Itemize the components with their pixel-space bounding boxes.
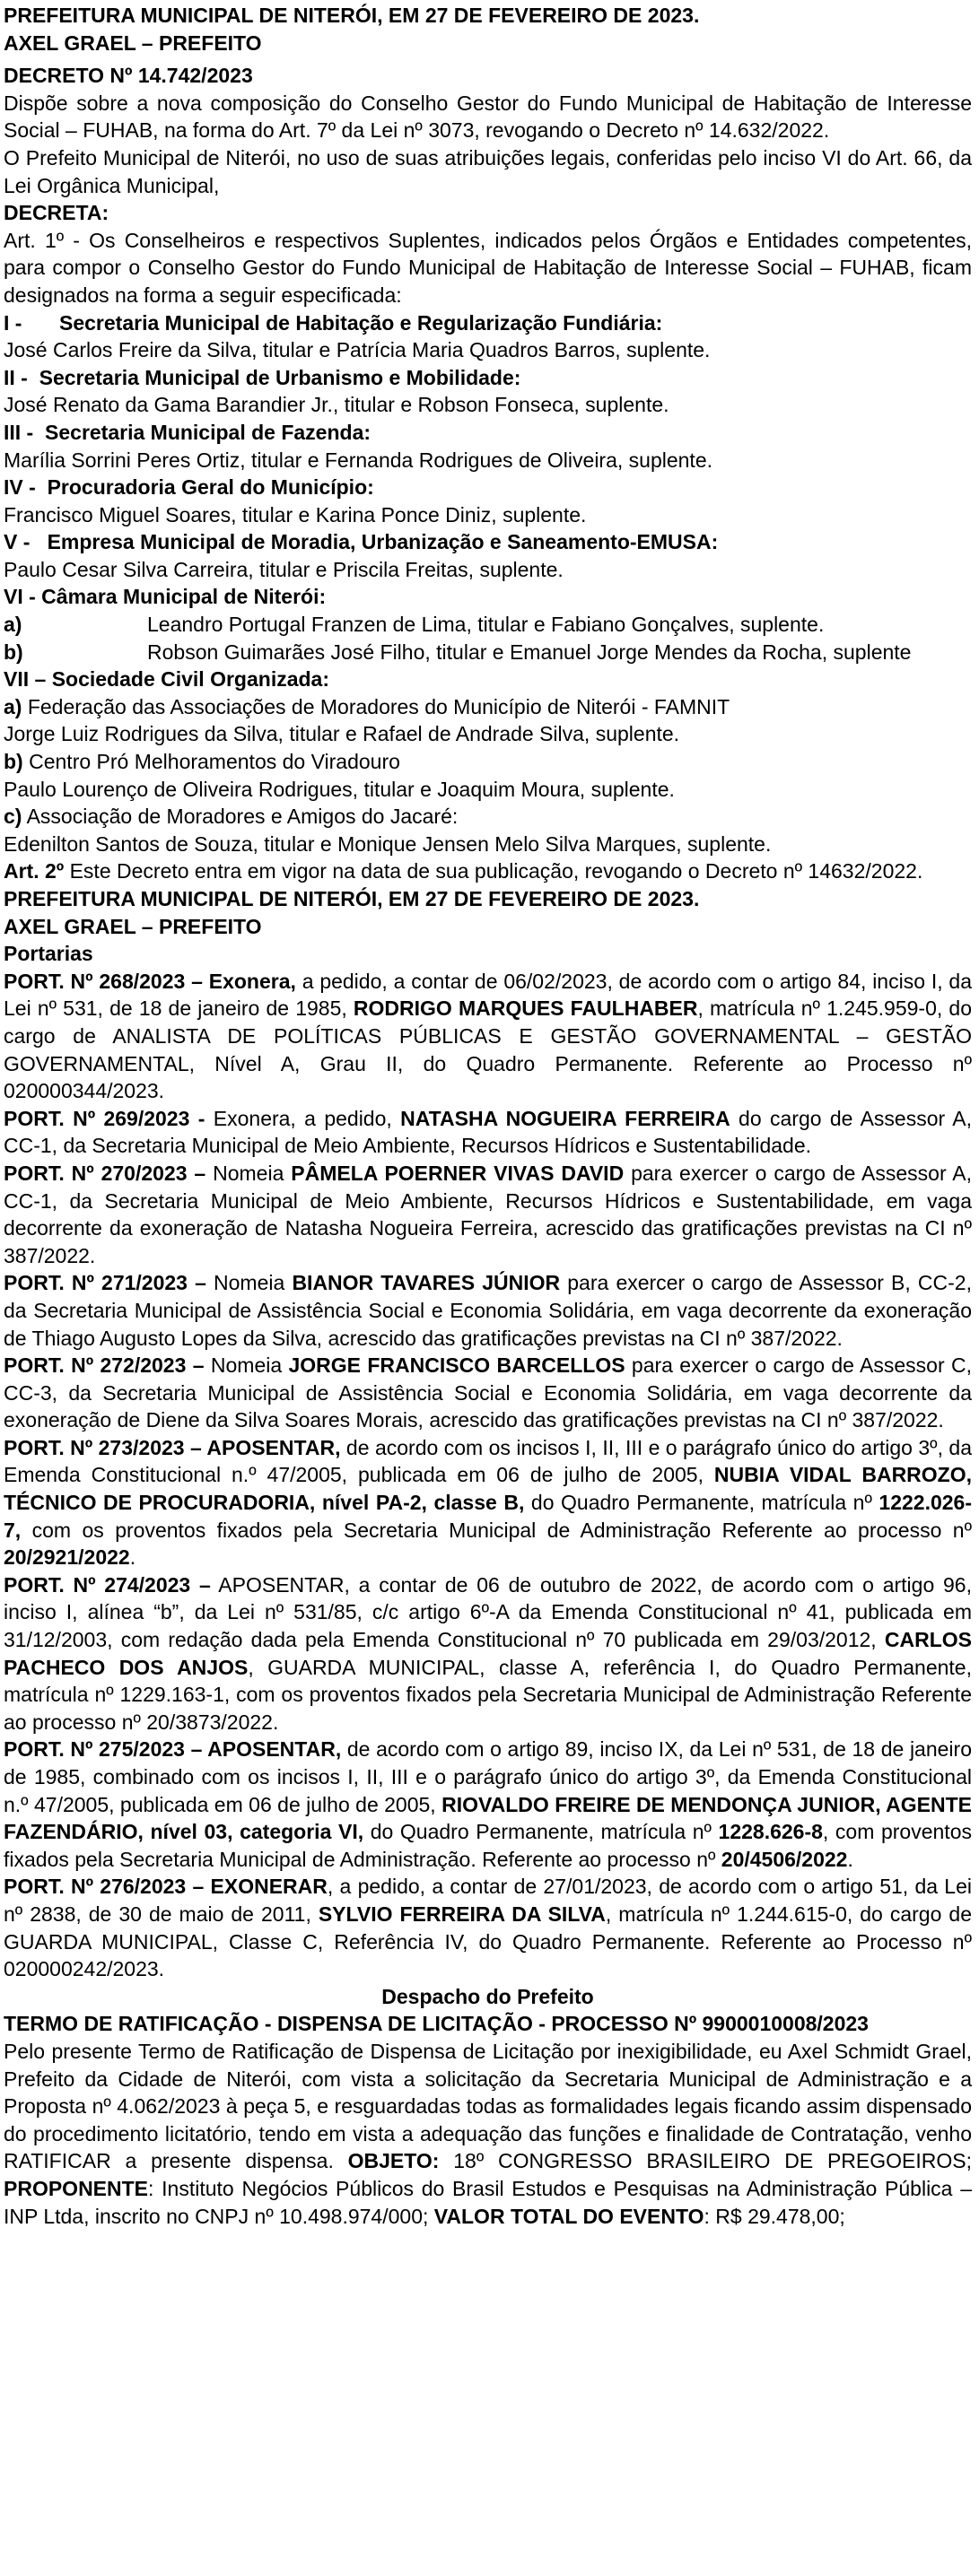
- council-members-7c: Edenilton Santos de Souza, titular e Monique Jensen Melo Silva Marques, suplente.: [4, 831, 772, 856]
- despacho-title: Despacho do Prefeito: [381, 1984, 594, 2008]
- council-item-6b: b) Robson Guimarães José Filho, titular e Emanuel Jorge Mendes da Rocha, suplente: [4, 640, 912, 664]
- council-members-7b: Paulo Lourenço de Oliveira Rodrigues, titular e Joaquim Moura, suplente.: [4, 777, 675, 801]
- termo-ratificacao-title: TERMO DE RATIFICAÇÃO - DISPENSA DE LICITAÇÃO - PROCESSO Nº 9900010008/2023: [4, 2012, 869, 2036]
- council-members-3: Marília Sorrini Peres Ortiz, titular e Fernanda Rodrigues de Oliveira, suplente.: [4, 448, 713, 472]
- council-members-4: Francisco Miguel Soares, titular e Karina Ponce Diniz, suplente.: [4, 502, 587, 527]
- termo-ratificacao-body: Pelo presente Termo de Ratificação de Dispensa de Licitação por inexigibilidade, eu Axel Schmidt Grael, Prefeito da Cidade de Niterói, com vista a solicitação da Secretaria Municipal de Administração e a Proposta nº 4.062/2023 à peça 5, e resguardadas todas as formalidades legais ficando assim dispensado do procedimento licitatório, tendo em vista a adequação das funções e finalidade de Contratação, venho RATIFICAR a presente dispensa. OBJETO: 18º CONGRESSO BRASILEIRO DE PREGOEIROS; PROPONENTE: Instituto Negócios Públicos do Brasil Estudos e Pesquisas na Administração Pública – INP Ltda, inscrito no CNPJ nº 10.498.974/000; VALOR TOTAL DO EVENTO: R$ 29.478,00;: [4, 2039, 972, 2228]
- council-item-7c: c) Associação de Moradores e Amigos do Jacaré:: [4, 805, 459, 829]
- decree-number: DECRETO Nº 14.742/2023: [4, 64, 253, 88]
- mayor-signature-2: AXEL GRAEL – PREFEITO: [4, 914, 262, 938]
- council-item-2: II - Secretaria Municipal de Urbanismo e Mobilidade:: [4, 365, 521, 389]
- header-title: PREFEITURA MUNICIPAL DE NITERÓI, EM 27 DE FEVEREIRO DE 2023.: [4, 4, 700, 27]
- portaria-276: PORT. Nº 276/2023 – EXONERAR, a pedido, a contar de 27/01/2023, de acordo com o artigo 51, da Lei nº 2838, de 30 de maio de 2011, SYLVIO FERREIRA DA SILVA, matrícula nº 1.244.615-0, do cargo de GUARDA MUNICIPAL, Classe C, Referência IV, do Quadro Permanente. Referente ao Processo nº 020000242/2023.: [4, 1875, 972, 1981]
- council-item-4: IV - Procuradoria Geral do Município:: [4, 475, 374, 500]
- decree-art1: Art. 1º - Os Conselheiros e respectivos Suplentes, indicados pelos Órgãos e Entidades competentes, para compor o Conselho Gestor do Fundo Municipal de Habitação de Interesse Social – FUHAB, ficam designados na forma a seguir especificada:: [4, 228, 972, 307]
- header-title-2: PREFEITURA MUNICIPAL DE NITERÓI, EM 27 DE FEVEREIRO DE 2023.: [4, 887, 700, 910]
- portaria-272: PORT. Nº 272/2023 – Nomeia JORGE FRANCISCO BARCELLOS para exercer o cargo de Assessor C, CC-3, da Secretaria Municipal de Assistência Social e Economia Solidária, em vaga decorrente da exoneração de Diene da Silva Soares Morais, acrescido das gratificações previstas na CI nº 387/2022.: [4, 1353, 972, 1432]
- portaria-274: PORT. Nº 274/2023 – APOSENTAR, a contar de 06 de outubro de 2022, de acordo com o artigo 96, inciso I, alínea “b”, da Lei nº 531/85, c/c artigo 6º-A da Emenda Constitucional nº 41, publicada em 31/12/2003, com redação dada pela Emenda Constitucional nº 70 publicada em 29/03/2012, CARLOS PACHECO DOS ANJOS, GUARDA MUNICIPAL, classe A, referência I, do Quadro Permanente, matrícula nº 1229.163-1, com os proventos fixados pela Secretaria Municipal de Administração Referente ao processo nº 20/3873/2022.: [4, 1572, 972, 1734]
- council-item-7b: b) Centro Pró Melhoramentos do Viradouro: [4, 750, 400, 774]
- council-members-5: Paulo Cesar Silva Carreira, titular e Priscila Freitas, suplente.: [4, 557, 564, 581]
- council-item-7: VII – Sociedade Civil Organizada:: [4, 667, 330, 692]
- decree-summary: Dispõe sobre a nova composição do Conselho Gestor do Fundo Municipal de Habitação de Interesse Social – FUHAB, na forma do Art. 7º da Lei nº 3073, revogando o Decreto nº 14.632/2022.: [4, 91, 972, 143]
- council-members-7a: Jorge Luiz Rodrigues da Silva, titular e Rafael de Andrade Silva, suplente.: [4, 722, 680, 746]
- portaria-273: PORT. Nº 273/2023 – APOSENTAR, de acordo com os incisos I, II, III e o parágrafo único do artigo 3º, da Emenda Constitucional n.º 47/2005, publicada em 06 de julho de 2005, NUBIA VIDAL BARROZO, TÉCNICO DE PROCURADORIA, nível PA-2, classe B, do Quadro Permanente, matrícula nº 1222.026-7, com os proventos fixados pela Secretaria Municipal de Administração Referente ao processo nº 20/2921/2022.: [4, 1435, 973, 1570]
- council-item-6a: a) Leandro Portugal Franzen de Lima, titular e Fabiano Gonçalves, suplente.: [4, 613, 825, 637]
- council-item-3: III - Secretaria Municipal de Fazenda:: [4, 420, 371, 444]
- decree-preamble: O Prefeito Municipal de Niterói, no uso de suas atribuições legais, conferidas pelo inciso VI do Art. 66, da Lei Orgânica Municipal,: [4, 145, 972, 197]
- portaria-270: PORT. Nº 270/2023 – Nomeia PÂMELA POERNER VIVAS DAVID para exercer o cargo de Assessor A, CC-1, da Secretaria Municipal de Meio Ambiente, Recursos Hídricos e Sustentabilidade, em vaga decorrente da exoneração de Natasha Nogueira Ferreira, acrescido das gratificações previstas na CI nº 387/2022.: [4, 1161, 972, 1267]
- council-members-1: José Carlos Freire da Silva, titular e Patrícia Maria Quadros Barros, suplente.: [4, 338, 711, 362]
- council-item-5: V - Empresa Municipal de Moradia, Urbanização e Saneamento-EMUSA:: [4, 530, 719, 554]
- mayor-signature: AXEL GRAEL – PREFEITO: [4, 30, 262, 55]
- portaria-271: PORT. Nº 271/2023 – Nomeia BIANOR TAVARES JÚNIOR para exercer o cargo de Assessor B, CC-2, da Secretaria Municipal de Assistência Social e Economia Solidária, em vaga decorrente da exoneração de Thiago Augusto Lopes da Silva, acrescido das gratificações previstas na CI nº 387/2022.: [4, 1271, 972, 1350]
- council-item-6: VI - Câmara Municipal de Niterói:: [4, 585, 327, 609]
- decree-art2: Art. 2º Este Decreto entra em vigor na data de sua publicação, revogando o Decreto nº 14632/2022.: [4, 859, 923, 883]
- council-members-2: José Renato da Gama Barandier Jr., titular e Robson Fonseca, suplente.: [4, 393, 669, 417]
- council-item-7a: a) Federação das Associações de Moradores do Município de Niterói - FAMNIT: [4, 694, 730, 718]
- section-portarias: Portarias: [4, 942, 93, 966]
- portaria-268: PORT. Nº 268/2023 – Exonera, a pedido, a contar de 06/02/2023, de acordo com o artigo 84, inciso I, da Lei nº 531, de 18 de janeiro de 1985, RODRIGO MARQUES FAULHABER, matrícula nº 1.245.959-0, do cargo de ANALISTA DE POLÍTICAS PÚBLICAS E GESTÃO GOVERNAMENTAL – GESTÃO GOVERNAMENTAL, Nível A, Grau II, do Quadro Permanente. Referente ao Processo nº 020000344/2023.: [4, 969, 972, 1103]
- decree-decreta: DECRETA:: [4, 201, 109, 225]
- council-item-1: I - Secretaria Municipal de Habitação e Regularização Fundiária:: [4, 310, 663, 335]
- portaria-269: PORT. Nº 269/2023 - Exonera, a pedido, NATASHA NOGUEIRA FERREIRA do cargo de Assessor A, CC-1, da Secretaria Municipal de Meio Ambiente, Recursos Hídricos e Sustentabilidade.: [4, 1106, 972, 1158]
- portaria-275: PORT. Nº 275/2023 – APOSENTAR, de acordo com o artigo 89, inciso IX, da Lei nº 531, de 18 de janeiro de 1985, combinado com os incisos I, II, III e o parágrafo único do artigo 3º, da Emenda Constitucional n.º 47/2005, publicada em 06 de julho de 2005, RIOVALDO FREIRE DE MENDONÇA JUNIOR, AGENTE FAZENDÁRIO, nível 03, categoria VI, do Quadro Permanente, matrícula nº 1228.626-8, com proventos fixados pela Secretaria Municipal de Administração. Referente ao processo nº 20/4506/2022.: [4, 1737, 972, 1871]
